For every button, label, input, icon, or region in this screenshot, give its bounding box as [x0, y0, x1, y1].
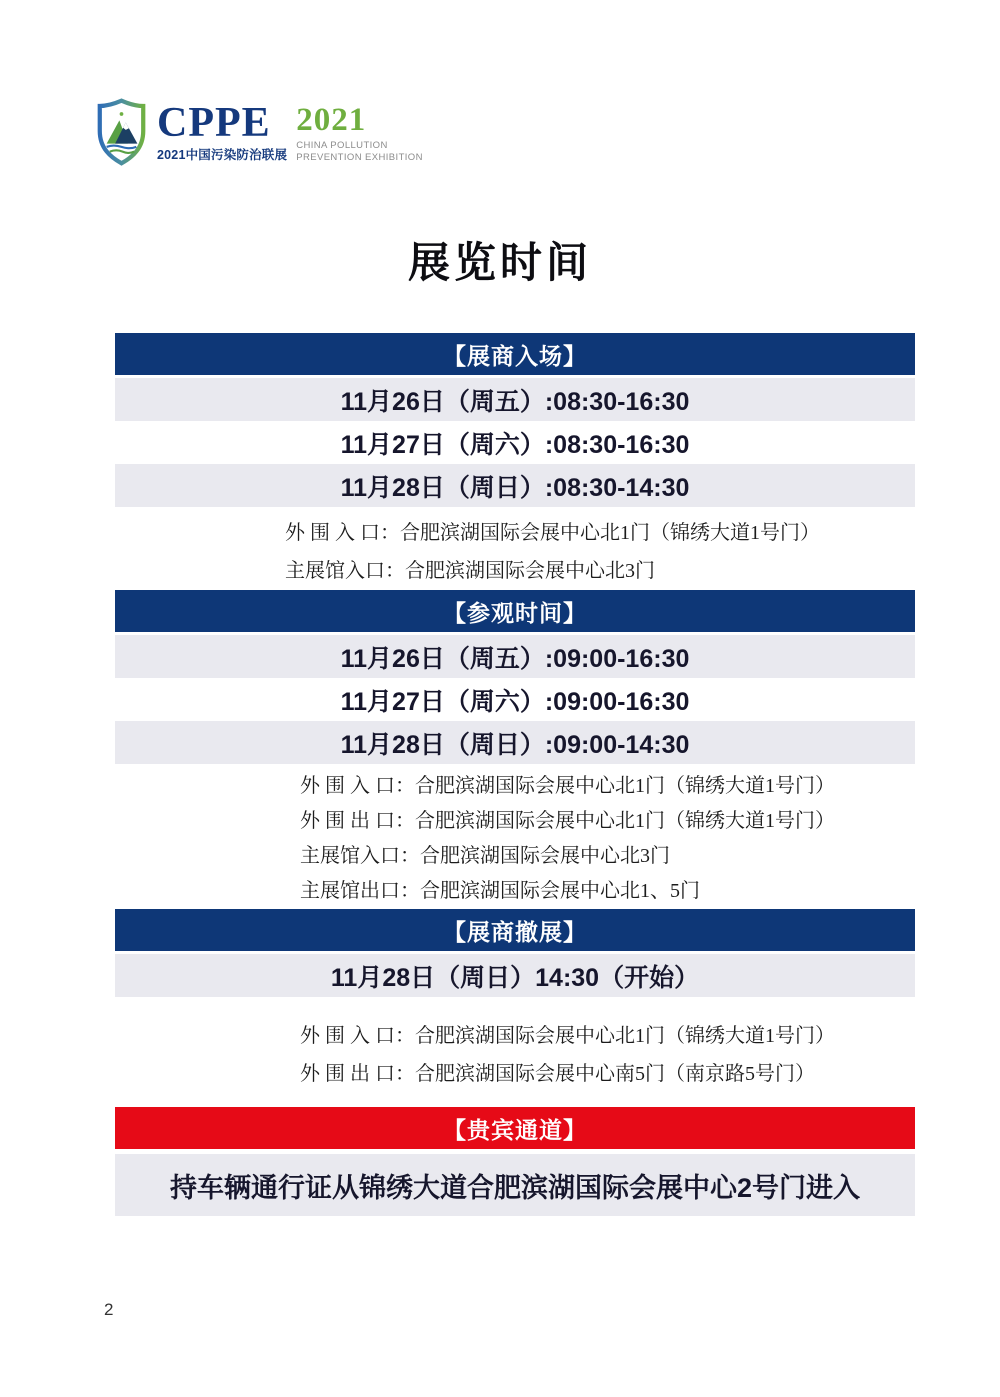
schedule-row: 11月28日（周日）14:30（开始）: [115, 954, 915, 997]
schedule-row: 11月26日（周五）:09:00-16:30: [115, 635, 915, 678]
section-notes: [285, 514, 915, 590]
logo-text: [157, 100, 423, 163]
section-notes: [300, 1017, 915, 1093]
section-header-vip-channel: 【贵宾通道】: [115, 1107, 915, 1149]
logo-year: 2021: [296, 102, 367, 138]
note-line: 主展馆出口：合肥滨湖国际会展中心北1、5门: [300, 880, 700, 902]
logo-acronym: CPPE: [157, 100, 271, 146]
section-rows: [115, 635, 915, 764]
note-line: 外 围 出 口：合肥滨湖国际会展中心南5门（南京路5号门）: [300, 1063, 815, 1085]
note-line: 主展馆入口：合肥滨湖国际会展中心北3门: [300, 845, 670, 867]
logo-en-name: [296, 140, 423, 163]
note-line: 外 围 入 口：合肥滨湖国际会展中心北1门（锦绣大道1号门）: [285, 522, 820, 544]
section-notes: [300, 769, 915, 909]
schedule-row: 11月28日（周日）:09:00-14:30: [115, 721, 915, 764]
note-line: 外 围 入 口：合肥滨湖国际会展中心北1门（锦绣大道1号门）: [300, 1025, 835, 1047]
schedule-content: [115, 333, 915, 1216]
logo-cn-subtitle: 2021中国污染防治联展: [157, 148, 288, 162]
schedule-row: 11月27日（周六）:09:00-16:30: [115, 678, 915, 721]
logo-en-line1: CHINA POLLUTION: [296, 140, 388, 151]
schedule-row: 11月27日（周六）:08:30-16:30: [115, 421, 915, 464]
section-header-visiting-time: 【参观时间】: [115, 590, 915, 632]
section-rows: [115, 954, 915, 997]
vip-channel-row: 持车辆通行证从锦绣大道合肥滨湖国际会展中心2号门进入: [115, 1154, 915, 1216]
note-line: 主展馆入口：合肥滨湖国际会展中心北3门: [285, 560, 655, 582]
section-rows: [115, 378, 915, 507]
note-line: 外 围 出 口：合肥滨湖国际会展中心北1门（锦绣大道1号门）: [300, 810, 835, 832]
section-header-move-out: 【展商撤展】: [115, 909, 915, 951]
page-number: 2: [104, 1300, 114, 1319]
schedule-row: 11月26日（周五）:08:30-16:30: [115, 378, 915, 421]
logo-en-line2: PREVENTION EXHIBITION: [296, 151, 423, 163]
shield-logo-icon: [95, 98, 148, 166]
page-title: 展览时间: [407, 239, 592, 286]
section-header-exhibitor-entry: 【展商入场】: [115, 333, 915, 375]
note-line: 外 围 入 口：合肥滨湖国际会展中心北1门（锦绣大道1号门）: [300, 775, 835, 797]
cppe-logo: [95, 98, 423, 166]
schedule-row: 11月28日（周日）:08:30-14:30: [115, 464, 915, 507]
